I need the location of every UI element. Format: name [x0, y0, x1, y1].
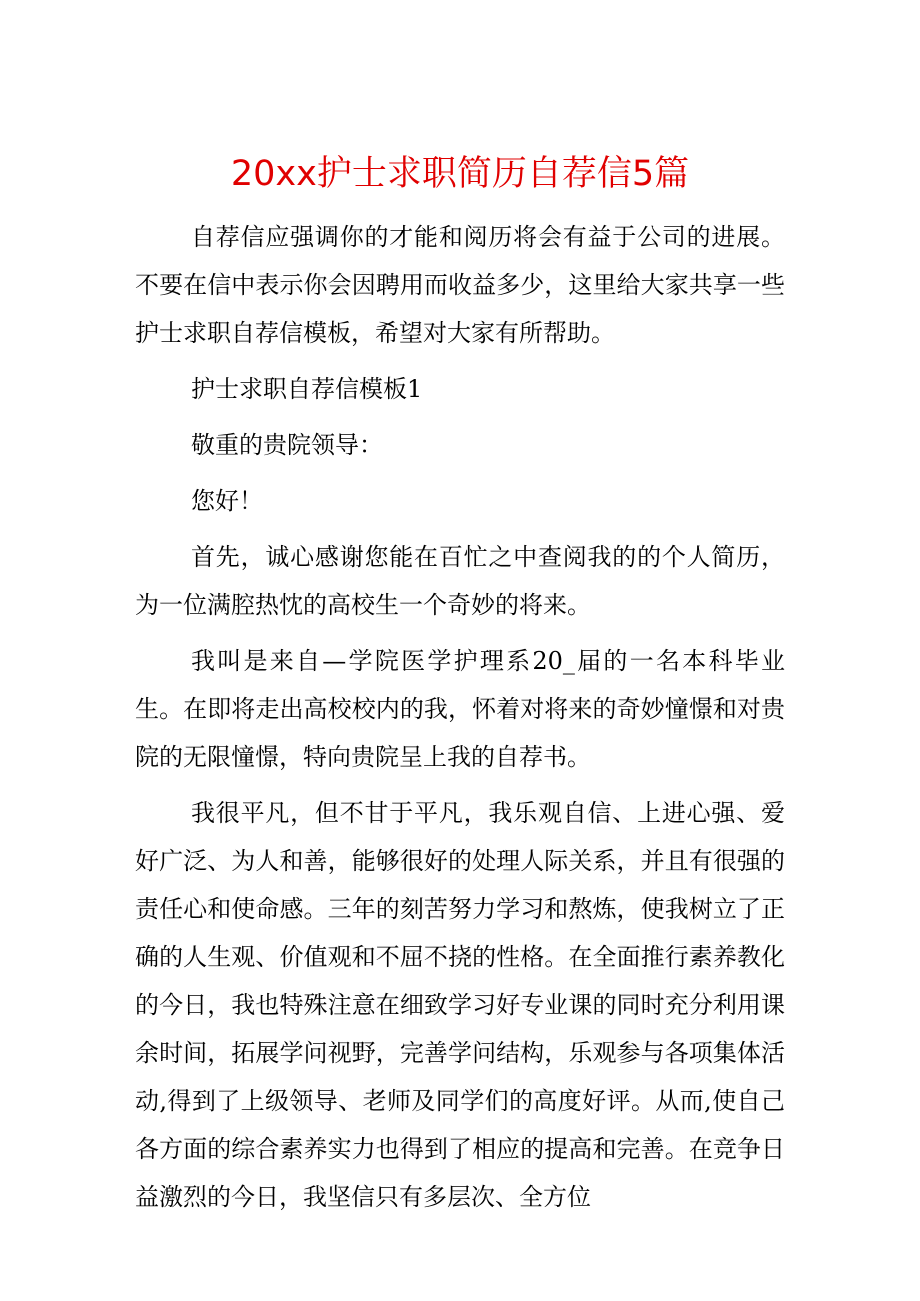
salutation: 敬重的贵院领导： [191, 431, 383, 459]
body-paragraph-1: 首先，诚心感谢您能在百忙之中查阅我的的个人简历，为一位满腔热忱的高校生一个奇妙的将来。 [135, 543, 785, 619]
intro-paragraph: 自荐信应强调你的才能和阅历将会有益于公司的进展。不要在信中表示你会因聘用而收益多少，这里给大家共享一些护士求职自荐信模板，希望对大家有所帮助。 [135, 223, 785, 347]
document-body [135, 213, 785, 1229]
document-title: 20xx护士求职简历自荐信5篇 [230, 154, 690, 194]
body-paragraph-2: 我叫是来自—学院医学护理系20_届的一名本科毕业生。在即将走出高校校内的我，怀着对将来的奇妙憧憬和对贵院的无限憧憬，特向贵院呈上我的自荐书。 [135, 647, 785, 771]
greeting: 您好！ [191, 487, 263, 515]
template-heading: 护士求职自荐信模板1 [191, 375, 423, 403]
body-paragraph-3: 我很平凡，但不甘于平凡，我乐观自信、上进心强、爱好广泛、为人和善，能够很好的处理人际关系，并且有很强的责任心和使命感。三年的刻苦努力学习和熬炼，使我树立了正确的人生观、价值观和不屈不挠的性格。在全面推行素养教化的今日，我也特殊注意在细致学习好专业课的同时充分利用课余时间，拓展学问视野，完善学问结构，乐观参与各项集体活动,得到了上级领导、老师及同学们的高度好评。从而,使自己各方面的综合素养实力也得到了相应的提高和完善。在竞争日益激烈的今日，我坚信只有多层次、全方位 [135, 799, 785, 1211]
